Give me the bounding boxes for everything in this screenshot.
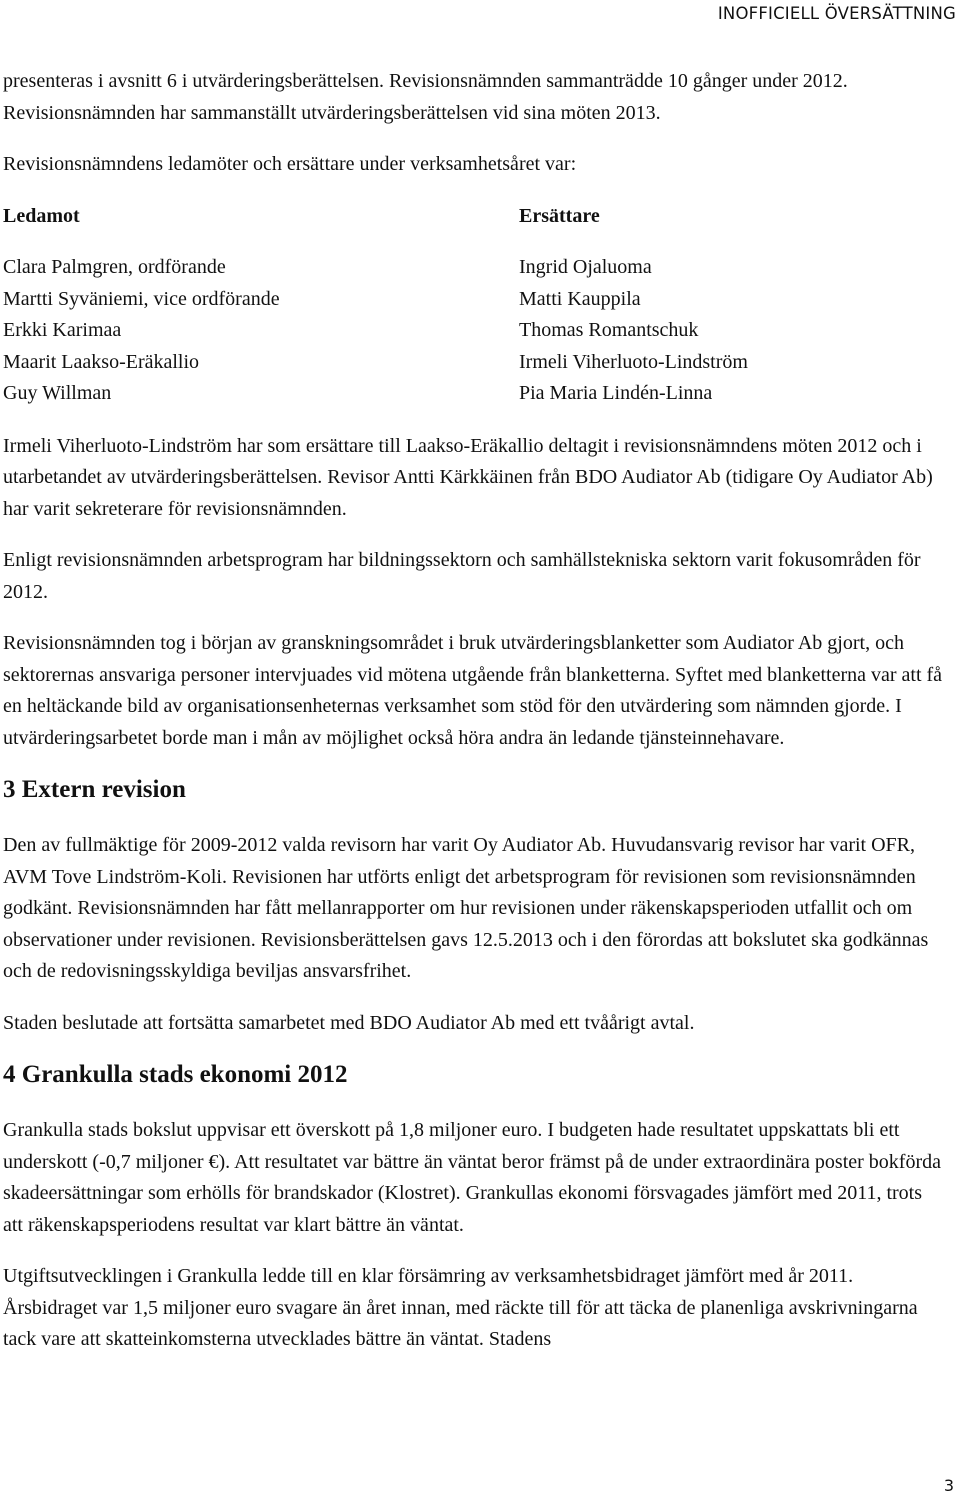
document-header-label: INOFFICIELL ÖVERSÄTTNING xyxy=(717,4,956,23)
body-paragraph: Grankulla stads bokslut uppvisar ett överskott på 1,8 miljoner euro. I budgeten hade resultatet uppskattats bli ett underskott (-0,7 miljoner €). Att resultatet var bättre än väntat beror främst på de under extraordinära poster bokförda skadeersättningar som erhölls för brandskador (Klostret). Grankullas ekonomi försvagades jämfört med 2011, trots att räkenskapsperiodens resultat var klart bättre än väntat. xyxy=(3,1119,941,1236)
members-intro-paragraph: Revisionsnämndens ledamöter och ersättare under verksamhetsåret var: xyxy=(3,153,577,175)
member-name: Erkki Karimaa xyxy=(3,319,122,341)
deputy-name: Matti Kauppila xyxy=(519,287,641,310)
members-column-ledamot xyxy=(3,201,519,410)
member-name: Martti Syväniemi, vice ordförande xyxy=(3,287,280,310)
body-paragraph: Staden beslutade att fortsätta samarbetet med BDO Audiator Ab med ett tvåårigt avtal. xyxy=(3,1011,695,1034)
deputy-name: Ingrid Ojaluoma xyxy=(519,256,652,278)
member-name: Guy Willman xyxy=(3,382,112,404)
body-paragraph: Revisionsnämnden tog i början av granskningsområdet i bruk utvärderingsblanketter som Audiator Ab gjort, och sektorernas ansvariga personer intervjuades vid mötena utgående från blanketterna. Syftet med blanketterna var att få en heltäckande bild av organisationsenheternas verksamhet som stöd för den utvärdering som nämnden gjorde. I utvärderingsarbetet borde man i mån av möjlighet också höra andra än ledande tjänsteinnehavare. xyxy=(3,632,943,749)
intro-paragraph: presenteras i avsnitt 6 i utvärderingsberättelsen. Revisionsnämnden sammanträdde 10 gånger under 2012. Revisionsnämnden har sammanställt utvärderingsberättelsen vid sina möten 2013. xyxy=(3,70,848,124)
body-paragraph: Den av fullmäktige för 2009-2012 valda revisorn har varit Oy Audiator Ab. Huvudansvarig revisor har varit OFR, AVM Tove Lindström-Koli. Revisionen har utförts enligt det arbetsprogram för revisionen som revisionsnämnden godkänt. Revisionsnämnden har fått mellanrapporter om hur revisionen under räkenskapsperioden utfallit och om observationer under revisionen. Revisionsberättelsen gavs 12.5.2013 och i den förordas att bokslutet ska godkännas och de redovisningsskyldiga beviljas ansvarsfrihet. xyxy=(3,834,929,982)
deputy-name: Pia Maria Lindén-Linna xyxy=(519,382,713,404)
deputy-name: Irmeli Viherluoto-Lindström xyxy=(519,350,748,373)
document-body xyxy=(3,66,943,1376)
section-heading: 4 Grankulla stads ekonomi 2012 xyxy=(3,1061,348,1088)
page-number: 3 xyxy=(943,1476,954,1495)
body-paragraph: Enligt revisionsnämnden arbetsprogram har bildningssektorn och samhällstekniska sektorn varit fokusområden för 2012. xyxy=(3,549,921,603)
members-column-heading: Ledamot xyxy=(3,204,80,227)
deputy-name: Thomas Romantschuk xyxy=(519,319,699,341)
body-paragraph: Utgiftsutvecklingen i Grankulla ledde till en klar försämring av verksamhetsbidraget jämfört med år 2011. Årsbidraget var 1,5 miljoner euro svagare än året innan, med räckte till för att täcka de planenliga avskrivningarna tack vare att skatteinkomsterna utvecklades bättre än väntat. Stadens xyxy=(3,1265,918,1350)
member-name: Clara Palmgren, ordförande xyxy=(3,256,226,278)
members-table xyxy=(3,201,943,410)
section-heading: 3 Extern revision xyxy=(3,776,186,803)
body-paragraph: Irmeli Viherluoto-Lindström har som ersättare till Laakso-Eräkallio deltagit i revisionsnämndens möten 2012 och i utarbetandet av utvärderingsberättelsen. Revisor Antti Kärkkäinen från BDO Audiator Ab (tidigare Oy Audiator Ab) har varit sekreterare för revisionsnämnden. xyxy=(3,434,933,520)
members-column-ersattare xyxy=(519,201,943,410)
member-name: Maarit Laakso-Eräkallio xyxy=(3,350,200,373)
members-column-heading: Ersättare xyxy=(519,204,600,227)
